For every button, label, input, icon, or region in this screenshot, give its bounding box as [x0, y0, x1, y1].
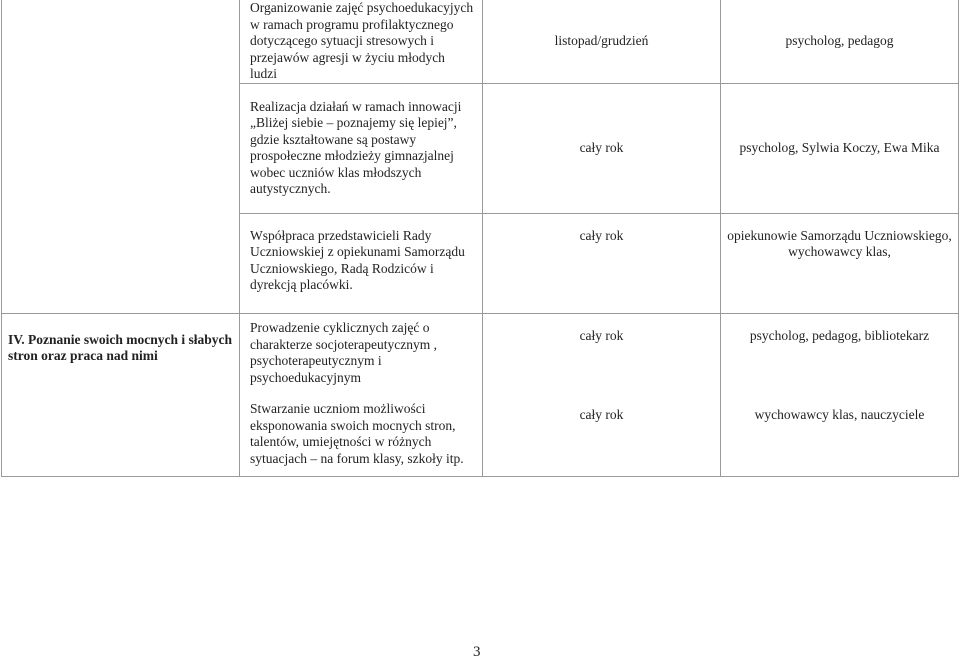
activity-cell — [240, 313, 483, 393]
term-cell — [483, 313, 721, 393]
term-text: cały rok — [579, 139, 624, 155]
activity-text: Stwarzanie uczniom możliwości eksponowania swoich mocnych stron, talentów, umiejętności w różnych sytuacjach – na forum klasy, szkoły itp. — [250, 401, 464, 466]
plan-table — [1, 0, 959, 477]
responsible-cell — [721, 313, 959, 393]
activity-cell — [240, 0, 483, 83]
table-row — [2, 213, 959, 313]
responsible-text: psycholog, Sylwia Koczy, Ewa Mika — [739, 139, 940, 155]
table-row — [2, 313, 959, 393]
responsible-text: psycholog, pedagog, bibliotekarz — [749, 327, 930, 343]
term-text: cały rok — [579, 227, 624, 243]
term-cell — [483, 393, 721, 476]
activity-cell — [240, 393, 483, 476]
responsible-cell — [721, 393, 959, 476]
term-cell — [483, 83, 721, 213]
term-text: cały rok — [579, 327, 624, 343]
activity-text: Prowadzenie cyklicznych zajęć o charakterze socjoterapeutycznym , psychoterapeutycznym i psychoedukacyjnym — [250, 320, 438, 385]
term-text: listopad/grudzień — [554, 33, 649, 48]
area-cell-empty — [2, 83, 240, 213]
area-cell-empty — [2, 0, 240, 83]
table-row — [2, 83, 959, 213]
area-label: IV. Poznanie swoich mocnych i słabych stron oraz praca nad nimi — [8, 331, 233, 363]
area-cell — [2, 313, 240, 476]
activity-cell — [240, 83, 483, 213]
page-number: 3 — [473, 644, 481, 660]
term-text: cały rok — [579, 407, 624, 422]
activity-text: Realizacja działań w ramach innowacji „Bliżej siebie – poznajemy się lepiej”, gdzie kształtowane są postawy prospołeczne młodzieży gimnazjalnej wobec uczniów klas młodszych autystycznych. — [250, 98, 462, 196]
activity-cell — [240, 213, 483, 313]
area-cell-empty — [2, 213, 240, 313]
responsible-text: psycholog, pedagog — [785, 33, 894, 48]
activity-text: Organizowanie zajęć psychoedukacyjych w ramach programu profilaktycznego dotyczącego sytuacji stresowych i przejawów agresji w życiu młodych ludzi — [250, 0, 474, 81]
responsible-text: wychowawcy klas, nauczyciele — [754, 407, 925, 422]
term-cell — [483, 0, 721, 83]
table-row — [2, 0, 959, 83]
term-cell — [483, 213, 721, 313]
responsible-cell — [721, 83, 959, 213]
responsible-text: opiekunowie Samorządu Uczniowskiego, wychowawcy klas, — [727, 227, 952, 259]
responsible-cell — [721, 0, 959, 83]
activity-text: Współpraca przedstawicieli Rady Uczniowskiej z opiekunami Samorządu Uczniowskiego, Radą Rodziców i dyrekcją placówki. — [250, 227, 465, 292]
responsible-cell — [721, 213, 959, 313]
